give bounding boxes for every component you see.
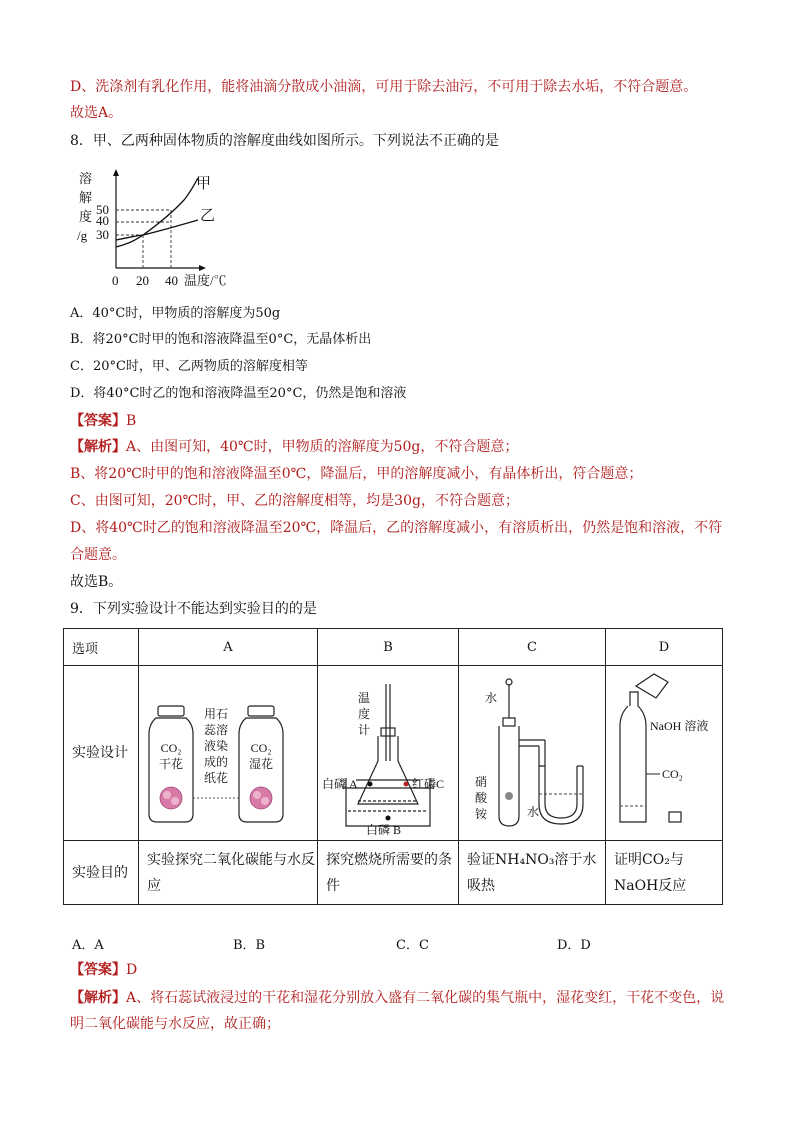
graph-xtick-0: 0 <box>112 273 119 288</box>
fig-a-mid-3: 液染 <box>203 739 229 753</box>
curve-jia <box>116 178 198 247</box>
fig-b-right: 红磷C <box>412 777 445 791</box>
fig-a-mid-2: 蕊溶 <box>203 723 229 737</box>
design-label: 实验设计 <box>64 666 139 841</box>
solubility-graph <box>72 165 252 290</box>
q8-analysis-a <box>70 437 518 457</box>
q9-stem: 9．下列实验设计不能达到实验目的的是 <box>70 601 317 617</box>
fig-a-mid-1: 用石 <box>203 707 229 721</box>
fig-d-gas: CO₂ <box>662 767 683 781</box>
q8-analysis-d1: D、将40℃时乙的饱和溶液降温至20℃，降温后，乙的溶解度减小，有溶质析出，仍然是饱和溶液，不符 <box>70 520 723 536</box>
graph-ylabel-3: 度 <box>79 209 93 224</box>
q9-choice-c: C．C <box>396 938 429 953</box>
q9-choice-d: D．D <box>557 938 591 953</box>
graph-xtick-20: 20 <box>136 273 149 288</box>
fig-b-thermo-2: 度 <box>358 707 371 721</box>
graph-ylabel-2: 解 <box>79 190 93 205</box>
fig-b-left: 白磷 A <box>322 777 358 791</box>
q8-answer-value: B <box>126 413 137 429</box>
q8-option-c: C．20°C时，甲、乙两物质的溶解度相等 <box>70 359 308 374</box>
fig-c-salt-2: 酸 <box>475 791 488 805</box>
purpose-c: 验证NH₄NO₃溶于水吸热 <box>459 841 606 905</box>
q8-analysis-a-text: A、由图可知，40℃时，甲物质的溶解度为50g，不符合题意； <box>126 439 519 455</box>
graph-xlabel: 温度/℃ <box>184 273 227 288</box>
fig-d-solution: NaOH 溶液 <box>650 719 709 733</box>
figure-b <box>318 666 458 836</box>
head-d: D <box>606 629 723 666</box>
purpose-a: 实验探究二氧化碳能与水反应 <box>139 841 318 905</box>
fig-b-bottom: 白磷 B <box>366 823 402 836</box>
fig-c-salt-1: 硝 <box>475 775 488 789</box>
q8-analysis-b: B、将20℃时甲的饱和溶液降温至0℃，降温后，甲的溶解度减小，有晶体析出，符合题意； <box>70 466 643 482</box>
figure-c <box>459 666 605 836</box>
purpose-b: 探究燃烧所需要的条件 <box>318 841 459 905</box>
q9-analysis-tag: 【解析】 <box>70 990 126 1006</box>
q8-answer <box>70 411 136 431</box>
q8-stem: 8．甲、乙两种固体物质的溶解度曲线如图所示。下列说法不正确的是 <box>70 133 499 149</box>
curve-yi <box>116 220 198 240</box>
purpose-label: 实验目的 <box>64 841 139 905</box>
graph-ytick-40: 40 <box>96 213 109 228</box>
q8-conclusion: 故选B。 <box>70 574 123 590</box>
head-b: B <box>318 629 459 666</box>
series-yi-label: 乙 <box>200 208 216 224</box>
q8-option-b: B．将20°C时甲的饱和溶液降温至0°C，无晶体析出 <box>70 332 372 347</box>
head-option: 选项 <box>64 629 139 666</box>
q9-answer <box>70 960 137 980</box>
experiment-table <box>63 628 723 905</box>
graph-ytick-50: 50 <box>96 202 109 217</box>
q9-analysis-1 <box>70 988 724 1008</box>
fig-a-right-gas: CO₂ <box>250 741 272 755</box>
q8-analysis-tag: 【解析】 <box>70 439 126 455</box>
fig-c-water-bottom: 水 <box>527 805 540 819</box>
q9-choice-a: A．A <box>72 938 104 953</box>
fig-a-mid-4: 成的 <box>203 755 229 769</box>
graph-ytick-30: 30 <box>96 227 109 242</box>
graph-ylabel-4: /g <box>77 228 88 243</box>
fig-a-left-flower: 干花 <box>158 757 184 771</box>
fig-a-mid-5: 纸花 <box>203 771 229 785</box>
series-jia-label: 甲 <box>196 176 212 192</box>
q9-answer-tag: 【答案】 <box>70 962 126 978</box>
fig-c-water-top: 水 <box>485 691 498 705</box>
q8-option-a: A．40°C时，甲物质的溶解度为50g <box>70 306 281 321</box>
q9-analysis-2: 明二氧化碳能与水反应，故正确； <box>70 1016 280 1032</box>
q9-choice-b: B．B <box>233 938 266 953</box>
prev-option-d: D、洗涤剂有乳化作用，能将油滴分散成小油滴，可用于除去油污，不可用于除去水垢，不符合题意。 <box>70 79 698 95</box>
figure-a <box>139 666 317 836</box>
purpose-d: 证明CO₂与NaOH反应 <box>606 841 723 905</box>
fig-a-left-gas: CO₂ <box>160 741 182 755</box>
fig-b-thermo-3: 计 <box>358 723 371 737</box>
q9-analysis-1-text: A、将石蕊试液浸过的干花和湿花分别放入盛有二氧化碳的集气瓶中，湿花变红，干花不变色，说 <box>126 990 725 1006</box>
q8-analysis-c: C、由图可知，20℃时，甲、乙的溶解度相等，均是30g，不符合题意； <box>70 493 519 509</box>
fig-c-salt-3: 铵 <box>475 807 488 821</box>
fig-a-right-flower: 湿花 <box>248 757 274 771</box>
figure-d-cell <box>606 666 723 841</box>
head-c: C <box>459 629 606 666</box>
figure-b-cell <box>318 666 459 841</box>
prev-conclusion: 故选A。 <box>70 105 123 121</box>
figure-c-cell <box>459 666 606 841</box>
fig-b-thermo-1: 温 <box>358 691 371 705</box>
graph-xtick-40: 40 <box>165 273 178 288</box>
q9-answer-value: D <box>126 962 138 978</box>
graph-ylabel-1: 溶 <box>79 171 93 186</box>
figure-a-cell <box>139 666 318 841</box>
head-a: A <box>139 629 318 666</box>
figure-d <box>606 666 722 836</box>
q8-option-d: D．将40°C时乙的饱和溶液降温至20°C，仍然是饱和溶液 <box>70 386 407 401</box>
q8-answer-tag: 【答案】 <box>70 413 126 429</box>
q8-analysis-d2: 合题意。 <box>70 547 126 563</box>
